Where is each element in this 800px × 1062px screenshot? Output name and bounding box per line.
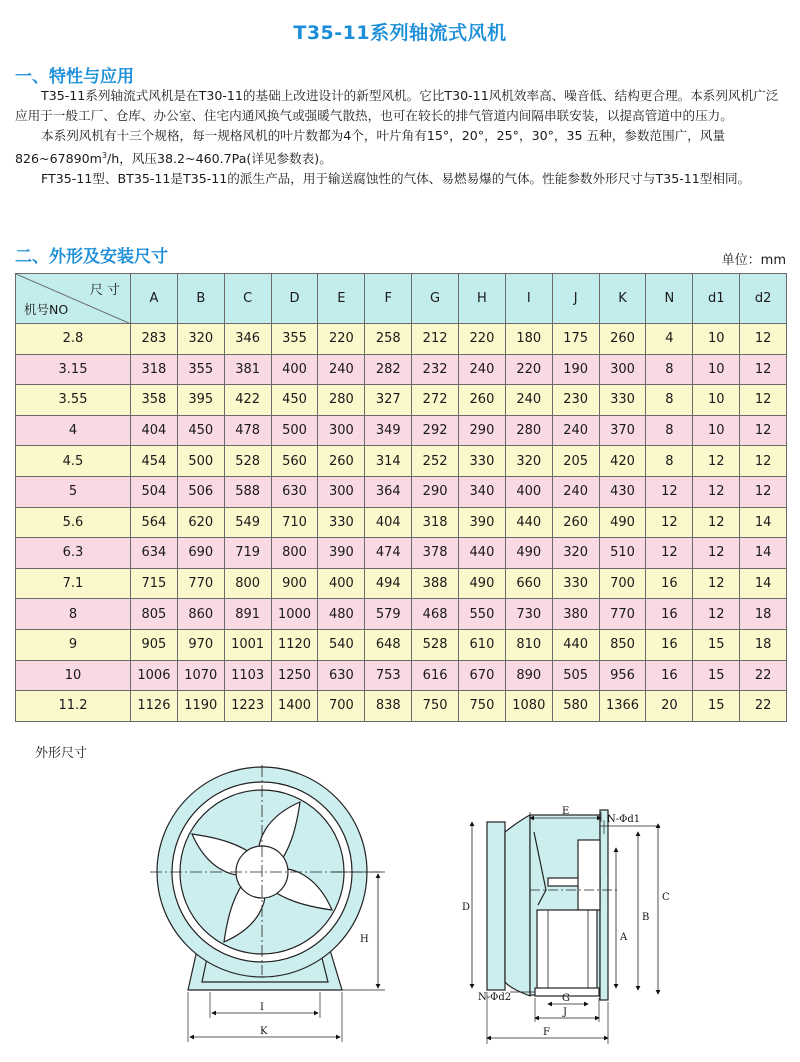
dimension-cell: 550 (459, 599, 506, 630)
column-header: N (646, 274, 693, 324)
dimension-cell: 753 (365, 660, 412, 691)
dimension-cell: 260 (318, 446, 365, 477)
dimension-cell: 719 (224, 538, 271, 569)
dimension-cell: 500 (177, 446, 224, 477)
dimension-cell: 630 (271, 476, 318, 507)
dimension-cell: 190 (552, 354, 599, 385)
dimension-cell: 18 (740, 629, 787, 660)
dimension-cell: 240 (459, 354, 506, 385)
specs-superscript: 3 (101, 151, 108, 160)
column-header: K (599, 274, 646, 324)
label-F: F (543, 1027, 550, 1038)
dimension-cell: 810 (505, 629, 552, 660)
label-I: I (260, 1002, 264, 1013)
unit-label: 单位：mm (721, 253, 786, 268)
dimension-cell: 320 (505, 446, 552, 477)
dimension-cell: 349 (365, 415, 412, 446)
dimension-cell: 1070 (177, 660, 224, 691)
dimension-cell: 540 (318, 629, 365, 660)
dimension-cell: 260 (459, 385, 506, 416)
dimension-cell: 715 (131, 568, 178, 599)
dimension-cell: 560 (271, 446, 318, 477)
column-header: d2 (740, 274, 787, 324)
dimension-cell: 770 (177, 568, 224, 599)
dimension-cell: 330 (599, 385, 646, 416)
column-header: E (318, 274, 365, 324)
dimension-cell: 390 (459, 507, 506, 538)
dimension-cell: 12 (740, 354, 787, 385)
dimension-cell: 320 (177, 324, 224, 355)
dimension-cell: 260 (552, 507, 599, 538)
features-text (15, 86, 787, 189)
dimension-cell: 478 (224, 415, 271, 446)
table-row (16, 476, 787, 507)
dimension-cell: 420 (599, 446, 646, 477)
dimension-cell: 1223 (224, 691, 271, 722)
dimension-cell: 280 (318, 385, 365, 416)
dimension-cell: 22 (740, 691, 787, 722)
dimension-cell: 12 (646, 538, 693, 569)
model-number-cell: 3.15 (16, 354, 131, 385)
dimension-cell: 800 (224, 568, 271, 599)
dimension-cell: 956 (599, 660, 646, 691)
table-row (16, 446, 787, 477)
dimension-cell: 1366 (599, 691, 646, 722)
table-row (16, 599, 787, 630)
dimension-cell: 440 (505, 507, 552, 538)
label-K: K (260, 1026, 268, 1037)
dimension-cell: 634 (131, 538, 178, 569)
dimension-cell: 454 (131, 446, 178, 477)
label-D: D (462, 902, 471, 913)
dimension-cell: 1250 (271, 660, 318, 691)
dimension-cell: 380 (552, 599, 599, 630)
model-number-cell: 4 (16, 415, 131, 446)
dimension-cell: 468 (412, 599, 459, 630)
column-header: I (505, 274, 552, 324)
dimension-cell: 18 (740, 599, 787, 630)
dimension-cell: 490 (459, 568, 506, 599)
dimension-cell: 800 (271, 538, 318, 569)
dimension-cell: 8 (646, 354, 693, 385)
dimension-cell: 205 (552, 446, 599, 477)
table-row (16, 324, 787, 355)
dimension-cell: 494 (365, 568, 412, 599)
dimension-cell: 220 (318, 324, 365, 355)
dimension-cell: 430 (599, 476, 646, 507)
dimension-cell: 670 (459, 660, 506, 691)
model-number-cell: 7.1 (16, 568, 131, 599)
dimension-cell: 330 (552, 568, 599, 599)
dimension-cell: 220 (459, 324, 506, 355)
column-header: G (412, 274, 459, 324)
dimension-cell: 588 (224, 476, 271, 507)
dimension-table (15, 273, 787, 722)
dimension-cell: 327 (365, 385, 412, 416)
dimension-cell: 1000 (271, 599, 318, 630)
dimension-cell: 891 (224, 599, 271, 630)
dimension-cell: 1006 (131, 660, 178, 691)
dimension-cell: 404 (131, 415, 178, 446)
dimension-cell: 378 (412, 538, 459, 569)
dimension-cell: 10 (693, 385, 740, 416)
dimension-cell: 260 (599, 324, 646, 355)
dimension-cell: 838 (365, 691, 412, 722)
dimension-cell: 330 (318, 507, 365, 538)
model-number-cell: 11.2 (16, 691, 131, 722)
model-number-cell: 8 (16, 599, 131, 630)
dimension-cell: 12 (693, 446, 740, 477)
dimension-cell: 750 (459, 691, 506, 722)
label-G: G (562, 993, 570, 1004)
dimension-cell: 12 (693, 599, 740, 630)
column-header: A (131, 274, 178, 324)
table-row (16, 629, 787, 660)
motor-body (578, 840, 600, 910)
side-flange-right (600, 810, 608, 1000)
dimension-cell: 282 (365, 354, 412, 385)
dimension-cell: 1126 (131, 691, 178, 722)
dimension-cell: 320 (552, 538, 599, 569)
model-number-cell: 2.8 (16, 324, 131, 355)
column-header: B (177, 274, 224, 324)
corner-label-model: 机号NO (24, 302, 69, 317)
dimension-cell: 440 (459, 538, 506, 569)
dimension-cell: 12 (740, 385, 787, 416)
dimension-cell: 630 (318, 660, 365, 691)
dimension-cell: 440 (552, 629, 599, 660)
dimension-cell: 400 (271, 354, 318, 385)
dimension-cell: 648 (365, 629, 412, 660)
dimension-cell: 16 (646, 599, 693, 630)
dimension-cell: 12 (740, 324, 787, 355)
dimension-cell: 15 (693, 660, 740, 691)
label-E: E (562, 806, 570, 817)
dimension-cell: 400 (505, 476, 552, 507)
dimension-cell: 14 (740, 507, 787, 538)
dimension-cell: 890 (505, 660, 552, 691)
dimension-cell: 10 (693, 324, 740, 355)
dimension-cell: 4 (646, 324, 693, 355)
dimension-cell: 450 (271, 385, 318, 416)
dimension-cell: 290 (412, 476, 459, 507)
dimension-cell: 490 (505, 538, 552, 569)
dimension-cell: 10 (693, 354, 740, 385)
dimension-cell: 381 (224, 354, 271, 385)
specs-text-a: 本系列风机有十三个规格，每一规格风机的叶片数都为4个，叶片角有15°，20°，25°，30°，35 五种，参数范围广，风量826~67890m (15, 128, 726, 167)
label-A: A (620, 932, 628, 943)
column-header: H (459, 274, 506, 324)
side-inlet-bell (505, 815, 530, 996)
dimension-cell: 12 (693, 476, 740, 507)
dimension-cell: 1080 (505, 691, 552, 722)
paragraph-intro: T35-11系列轴流式风机是在T30-11的基础上改进设计的新型风机。它比T30-11风机效率高、噪音低、结构更合理。本系列风机广泛应用于一般工厂、仓库、办公室、住宅内通风换气或强暖气散热，也可在较长的排气管道内间隔串联安装，以提高管道中的压力。 (15, 88, 779, 123)
dimension-cell: 970 (177, 629, 224, 660)
dimension-cell: 500 (271, 415, 318, 446)
dimension-cell: 528 (412, 629, 459, 660)
label-B: B (642, 912, 650, 923)
dimension-cell: 580 (552, 691, 599, 722)
dimension-cell: 620 (177, 507, 224, 538)
column-header: F (365, 274, 412, 324)
dimension-cell: 318 (131, 354, 178, 385)
dimension-cell: 283 (131, 324, 178, 355)
dimension-cell: 358 (131, 385, 178, 416)
section-heading-dimensions: 二、外形及安装尺寸 (15, 247, 168, 267)
paragraph-specs (15, 126, 787, 169)
dimension-cell: 12 (740, 446, 787, 477)
table-body (16, 324, 787, 722)
model-number-cell: 6.3 (16, 538, 131, 569)
dimension-cell: 395 (177, 385, 224, 416)
side-flange-left (487, 822, 505, 990)
dimension-cell: 12 (646, 476, 693, 507)
dimension-cell: 232 (412, 354, 459, 385)
dimension-cell: 579 (365, 599, 412, 630)
dimension-cell: 22 (740, 660, 787, 691)
dimension-cell: 16 (646, 660, 693, 691)
paragraph-derivatives: FT35-11型、BT35-11是T35-11的派生产品，用于输送腐蚀性的气体、易燃易爆的气体。性能参数外形尺寸与T35-11型相同。 (41, 171, 751, 187)
table-row (16, 507, 787, 538)
dimension-cell: 240 (552, 476, 599, 507)
dimension-cell: 240 (552, 415, 599, 446)
dimension-cell: 346 (224, 324, 271, 355)
dimension-cell: 905 (131, 629, 178, 660)
table-header-row (16, 274, 787, 324)
dimension-cell: 504 (131, 476, 178, 507)
page-title: T35-11系列轴流式风机 (293, 22, 507, 44)
dimension-cell: 212 (412, 324, 459, 355)
dimension-cell: 252 (412, 446, 459, 477)
table-row (16, 385, 787, 416)
dimension-cell: 610 (459, 629, 506, 660)
specs-text-b: /h，风压38.2~460.7Pa(详见参数表)。 (107, 151, 332, 167)
outline-drawing (0, 760, 800, 1060)
label-H: H (360, 934, 369, 945)
model-number-cell: 3.55 (16, 385, 131, 416)
dimension-cell: 770 (599, 599, 646, 630)
section-heading-features: 一、特性与应用 (15, 67, 134, 87)
dimension-cell: 510 (599, 538, 646, 569)
dimension-cell: 1103 (224, 660, 271, 691)
dimension-cell: 12 (693, 507, 740, 538)
dimension-cell: 364 (365, 476, 412, 507)
dimension-cell: 16 (646, 629, 693, 660)
dimension-cell: 564 (131, 507, 178, 538)
dimension-cell: 14 (740, 568, 787, 599)
table-row (16, 538, 787, 569)
dimension-cell: 12 (693, 568, 740, 599)
dimension-cell: 220 (505, 354, 552, 385)
dimension-cell: 8 (646, 446, 693, 477)
dimension-cell: 15 (693, 629, 740, 660)
label-C: C (662, 892, 670, 903)
dimension-cell: 290 (459, 415, 506, 446)
dimension-cell: 506 (177, 476, 224, 507)
dimension-cell: 805 (131, 599, 178, 630)
model-number-cell: 9 (16, 629, 131, 660)
dimension-cell: 1001 (224, 629, 271, 660)
dimension-cell: 355 (271, 324, 318, 355)
model-number-cell: 4.5 (16, 446, 131, 477)
dimension-cell: 292 (412, 415, 459, 446)
table-corner-cell (16, 274, 131, 324)
dimension-cell: 900 (271, 568, 318, 599)
dimension-cell: 10 (693, 415, 740, 446)
dimension-cell: 240 (505, 385, 552, 416)
dimension-cell: 710 (271, 507, 318, 538)
dimension-cell: 8 (646, 385, 693, 416)
dimension-cell: 370 (599, 415, 646, 446)
model-number-cell: 10 (16, 660, 131, 691)
dimension-cell: 272 (412, 385, 459, 416)
dimension-cell: 20 (646, 691, 693, 722)
dimension-cell: 14 (740, 538, 787, 569)
dimension-cell: 230 (552, 385, 599, 416)
dimension-cell: 450 (177, 415, 224, 446)
dimension-cell: 390 (318, 538, 365, 569)
dimension-cell: 1190 (177, 691, 224, 722)
dimension-cell: 318 (412, 507, 459, 538)
dimension-cell: 505 (552, 660, 599, 691)
dimension-cell: 300 (318, 476, 365, 507)
table-row (16, 660, 787, 691)
dimension-cell: 12 (646, 507, 693, 538)
dimension-cell: 474 (365, 538, 412, 569)
dimension-cell: 400 (318, 568, 365, 599)
dimension-cell: 340 (459, 476, 506, 507)
model-number-cell: 5 (16, 476, 131, 507)
dimension-cell: 690 (177, 538, 224, 569)
dimension-cell: 1120 (271, 629, 318, 660)
column-header: J (552, 274, 599, 324)
corner-label-dimension: 尺 寸 (89, 283, 120, 298)
drawing-label: 外形尺寸 (35, 746, 88, 761)
label-Nd2: N-Φd2 (478, 992, 512, 1003)
model-number-cell: 5.6 (16, 507, 131, 538)
dimension-cell: 480 (318, 599, 365, 630)
dimension-cell: 240 (318, 354, 365, 385)
dimension-cell: 490 (599, 507, 646, 538)
dimension-cell: 280 (505, 415, 552, 446)
table-row (16, 568, 787, 599)
dimension-cell: 616 (412, 660, 459, 691)
dimension-cell: 730 (505, 599, 552, 630)
table-row (16, 354, 787, 385)
dimension-cell: 15 (693, 691, 740, 722)
dimension-cell: 12 (740, 415, 787, 446)
column-header: C (224, 274, 271, 324)
dimension-cell: 300 (318, 415, 365, 446)
dimension-cell: 388 (412, 568, 459, 599)
dimension-cell: 860 (177, 599, 224, 630)
dimension-cell: 355 (177, 354, 224, 385)
table-row (16, 691, 787, 722)
label-Nd1: N-Φd1 (607, 814, 641, 825)
dimension-cell: 175 (552, 324, 599, 355)
dimension-cell: 12 (740, 476, 787, 507)
dimension-cell: 404 (365, 507, 412, 538)
table-row (16, 415, 787, 446)
dimension-cell: 549 (224, 507, 271, 538)
label-J: J (563, 1007, 568, 1018)
dimension-cell: 258 (365, 324, 412, 355)
dimension-cell: 180 (505, 324, 552, 355)
dimension-cell: 700 (599, 568, 646, 599)
dimension-cell: 314 (365, 446, 412, 477)
dimension-cell: 300 (599, 354, 646, 385)
dimension-cell: 16 (646, 568, 693, 599)
dimension-cell: 660 (505, 568, 552, 599)
dimension-cell: 330 (459, 446, 506, 477)
dimension-cell: 1400 (271, 691, 318, 722)
dimension-cell: 8 (646, 415, 693, 446)
dimension-cell: 422 (224, 385, 271, 416)
dimension-cell: 12 (693, 538, 740, 569)
dimension-cell: 528 (224, 446, 271, 477)
front-view (150, 765, 385, 1042)
column-header: D (271, 274, 318, 324)
dimension-cell: 850 (599, 629, 646, 660)
column-header: d1 (693, 274, 740, 324)
dimension-cell: 750 (412, 691, 459, 722)
dimension-cell: 700 (318, 691, 365, 722)
